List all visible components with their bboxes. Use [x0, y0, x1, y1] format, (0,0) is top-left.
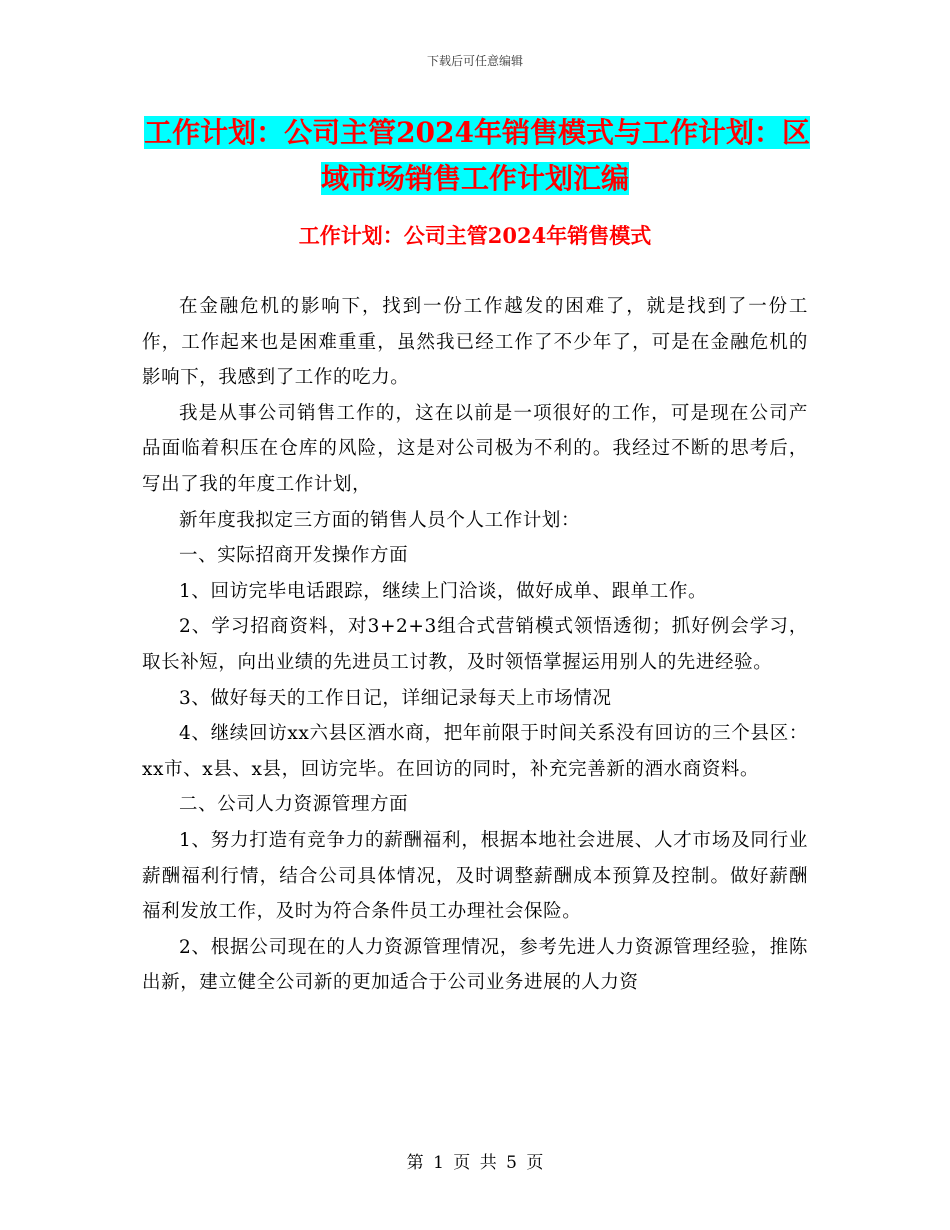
paragraph: 2、根据公司现在的人力资源管理情况，参考先进人力资源管理经验，推陈出新，建立健全公司新的更加适合于公司业务进展的人力资 [142, 936, 808, 994]
document-body [142, 289, 808, 1001]
paragraph: 1、努力打造有竞争力的薪酬福利，根据本地社会进展、人才市场及同行业薪酬福利行情，结合公司具体情况，及时调整薪酬成本预算及控制。做好薪酬福利发放工作，及时为符合条件员工办理社会保险。 [142, 829, 808, 923]
page-number-footer: 第 1 页 共 5 页 [406, 1153, 544, 1173]
paragraph: 3、做好每天的工作日记，详细记录每天上市场情况 [179, 687, 612, 709]
document-title [140, 110, 810, 202]
paragraph: 4、继续回访xx六县区酒水商，把年前限于时间关系没有回访的三个县区：xx市、x县、x县，回访完毕。在回访的同时，补充完善新的酒水商资料。 [142, 723, 808, 780]
paragraph-heading: 二、公司人力资源管理方面 [179, 794, 409, 816]
paragraph: 在金融危机的影响下，找到一份工作越发的困难了，就是找到了一份工作，工作起来也是困难重重，虽然我已经工作了不少年了，可是在金融危机的影响下，我感到了工作的吃力。 [142, 296, 808, 389]
title-highlight: 工作计划：公司主管2024年销售模式与工作计划：区 [144, 116, 810, 149]
paragraph: 2、学习招商资料，对3+2+3组合式营销模式领悟透彻；抓好例会学习，取长补短，向出业绩的先进员工讨教，及时领悟掌握运用别人的先进经验。 [142, 616, 808, 673]
section-heading: 工作计划：公司主管2024年销售模式 [298, 223, 652, 248]
paragraph-heading: 一、实际招商开发操作方面 [179, 545, 409, 567]
paragraph: 1、回访完毕电话跟踪，继续上门洽谈，做好成单、跟单工作。 [179, 580, 708, 602]
paragraph: 我是从事公司销售工作的，这在以前是一项很好的工作，可是现在公司产品面临着积压在仓库的风险，这是对公司极为不利的。我经过不断的思考后，写出了我的年度工作计划， [142, 402, 808, 495]
page-header-note: 下载后可任意编辑 [426, 54, 523, 68]
document-title-line-1 [140, 110, 810, 156]
title-highlight: 域市场销售工作计划汇编 [320, 162, 629, 195]
document-title-line-2 [140, 156, 810, 202]
paragraph: 新年度我拟定三方面的销售人员个人工作计划： [179, 509, 581, 531]
